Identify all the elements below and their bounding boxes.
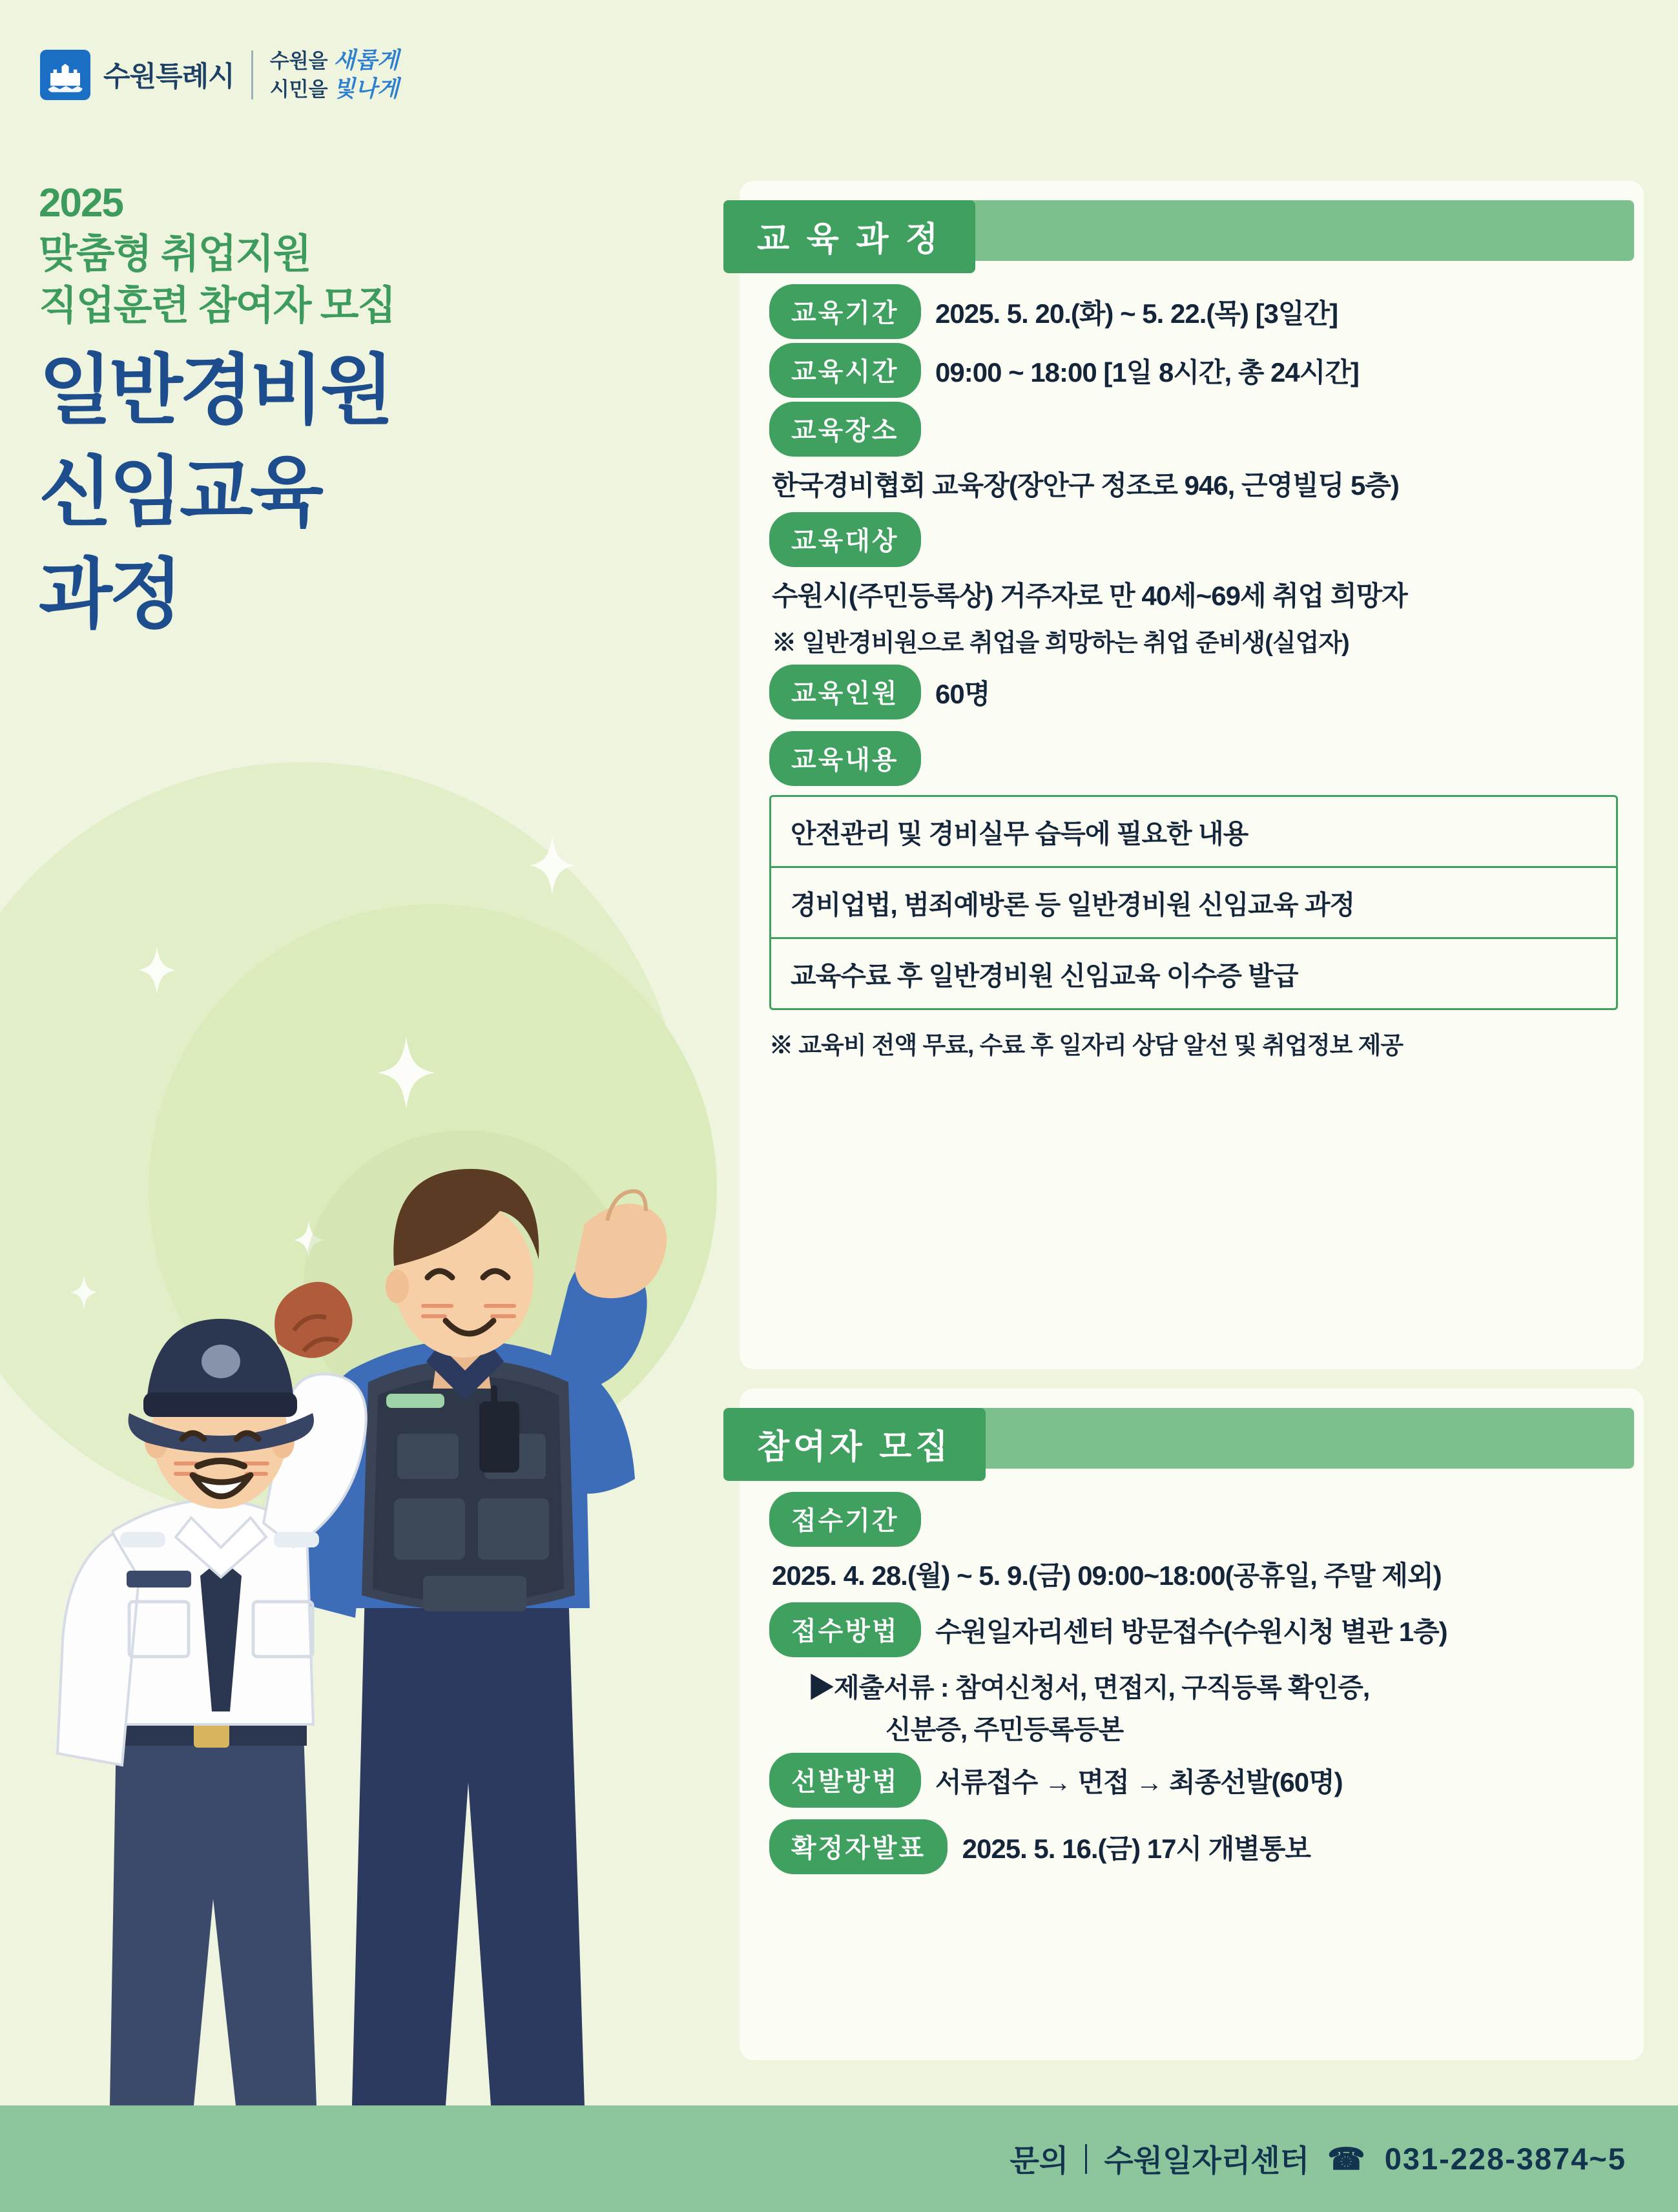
slogan-highlight-1: 새롭게 [333, 48, 399, 73]
course-content-row [769, 731, 1618, 1060]
course-period-label: 교육기간 [769, 284, 921, 339]
course-time-value: 09:00 ~ 18:00 [1일 8시간, 총 24시간] [935, 357, 1359, 388]
recruit-period-value: 2025. 4. 28.(월) ~ 5. 9.(금) 09:00~18:00(공휴일, 주말 제외) [772, 1560, 1442, 1591]
guards-illustration [0, 1008, 762, 2105]
suwon-castle-logo-icon [40, 50, 90, 100]
course-panel-title: 교 육 과 정 [723, 200, 975, 273]
page-title [39, 178, 395, 638]
telephone-icon: ☎ [1327, 2141, 1367, 2176]
course-target-row [769, 512, 1618, 658]
course-time-row [769, 343, 1618, 398]
slogan-highlight-2: 빛나게 [333, 76, 399, 101]
footer-bar [0, 2105, 1678, 2212]
course-panel-body [769, 284, 1618, 1064]
headline-main-1: 일반경비원 [39, 348, 391, 434]
recruit-docs-line-1: ▶제출서류 : 참여신청서, 면접지, 구직등록 확인증, [808, 1673, 1370, 1702]
recruit-method-value: 수원일자리센터 방문접수(수원시청 별관 1층) [935, 1616, 1447, 1647]
recruit-panel-body [769, 1492, 1618, 1878]
recruit-method-row [769, 1602, 1618, 1746]
course-place-row [769, 402, 1618, 503]
course-count-row [769, 665, 1618, 719]
course-period-row [769, 284, 1618, 339]
course-count-value: 60명 [935, 678, 990, 709]
course-place-label: 교육장소 [769, 402, 921, 457]
recruit-select-row [769, 1753, 1618, 1808]
recruit-select-label: 선발방법 [769, 1753, 921, 1808]
footer-inquiry-label: 문의 [1010, 2144, 1069, 2178]
headline-main-3: 과정 [39, 552, 180, 638]
course-target-label: 교육대상 [769, 512, 921, 567]
course-content-item: 안전관리 및 경비실무 습득에 필요한 내용 [771, 797, 1616, 868]
recruit-period-row [769, 1492, 1618, 1593]
course-content-note: ※ 교육비 전액 무료, 수료 후 일자리 상담 알선 및 취업정보 제공 [769, 1032, 1404, 1059]
headline-line-1: 맞춤형 취업지원 [39, 232, 311, 277]
headline-year: 2025 [39, 181, 123, 225]
headline-line-2: 직업훈련 참여자 모집 [39, 283, 395, 328]
city-slogan: 수원을 새롭게 시민을 빛나게 [269, 48, 399, 101]
recruit-panel-title: 참여자 모집 [723, 1408, 986, 1481]
footer-divider [1085, 2144, 1087, 2174]
recruit-method-label: 접수방법 [769, 1602, 921, 1657]
course-content-item: 경비업법, 범죄예방론 등 일반경비원 신임교육 과정 [771, 868, 1616, 939]
city-name: 수원특례시 [103, 61, 234, 93]
course-panel [740, 181, 1644, 1369]
course-count-label: 교육인원 [769, 665, 921, 719]
recruit-announce-label: 확정자발표 [769, 1819, 948, 1874]
recruit-period-label: 접수기간 [769, 1492, 921, 1547]
course-target-note: ※ 일반경비원으로 취업을 희망하는 취업 준비생(실업자) [772, 630, 1349, 657]
footer-center-name: 수원일자리센터 [1104, 2144, 1310, 2178]
course-target-value: 수원시(주민등록상) 거주자로 만 40세~69세 취업 희망자 [772, 581, 1407, 611]
recruit-announce-row [769, 1819, 1618, 1874]
sparkle-icon [139, 946, 175, 994]
sparkle-icon [530, 836, 575, 894]
logo-divider [251, 50, 253, 99]
city-logo-bar [40, 47, 399, 103]
recruit-docs-line-2: 신분증, 주민등록등본 [886, 1715, 1124, 1744]
recruit-announce-value: 2025. 5. 16.(금) 17시 개별통보 [962, 1833, 1310, 1864]
course-place-value: 한국경비협회 교육장(장안구 정조로 946, 근영빌딩 5층) [772, 470, 1399, 501]
course-content-label: 교육내용 [769, 731, 921, 786]
recruit-panel [740, 1389, 1644, 2060]
course-content-box [769, 795, 1618, 1010]
footer-contact [1010, 2137, 1626, 2180]
course-content-item: 교육수료 후 일반경비원 신임교육 이수증 발급 [791, 961, 1298, 991]
footer-phone-number: 031-228-3874~5 [1384, 2142, 1626, 2176]
headline-main-2: 신임교육 [39, 450, 320, 536]
recruit-select-value: 서류접수 → 면접 → 최종선발(60명) [935, 1766, 1343, 1797]
course-time-label: 교육시간 [769, 343, 921, 398]
course-period-value: 2025. 5. 20.(화) ~ 5. 22.(목) [3일간] [935, 298, 1338, 329]
